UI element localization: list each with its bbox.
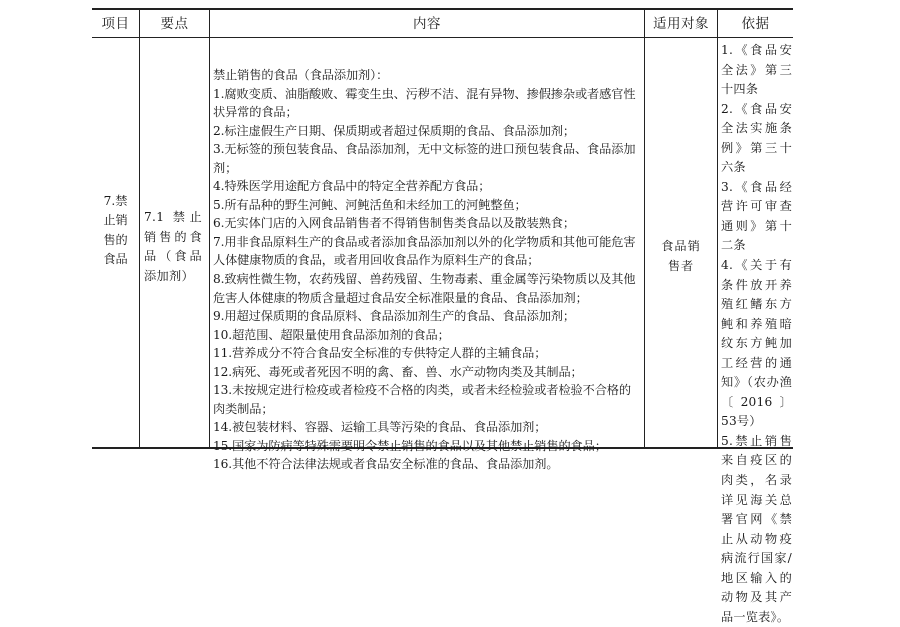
item-cell (92, 38, 139, 449)
item-text: 7.禁止销售的食品 (103, 193, 128, 266)
header-target: 适用对象 (653, 16, 709, 32)
content-item: 13.未按规定进行检疫或者检疫不合格的肉类，或者未经检验或者检验不合格的肉类制品； (213, 383, 631, 416)
content-cell (213, 66, 644, 474)
basis-item: 5.禁止销售来自疫区的肉类，名录详见海关总署官网《禁止从动物疫病流行国家/地区输入的动物及其产品一览表》。 (721, 433, 792, 624)
content-item: 1.腐败变质、油脂酸败、霉变生虫、污秽不洁、混有异物、掺假掺杂或者感官性状异常的食品； (213, 86, 636, 120)
content-item: 4.特殊医学用途配方食品中的特定全营养配方食品； (213, 179, 491, 194)
basis-cell (719, 41, 793, 627)
basis-item: 3.《食品经营许可审查通则》第十二条 (721, 179, 792, 253)
content-intro: 禁止销售的食品（食品添加剂）： (213, 68, 389, 82)
regulation-table (92, 8, 793, 624)
content-item: 6.无实体门店的入网食品销售者不得销售制售类食品以及散装熟食； (213, 216, 575, 231)
target-cell (645, 237, 717, 276)
column-divider (717, 8, 718, 449)
content-item: 7.用非食品原料生产的食品或者添加食品添加剂以外的化学物质和其他可能危害人体健康物质的食品，或者用回收食品作为原料生产的食品； (213, 234, 636, 268)
content-item: 11.营养成分不符合食品安全标准的专供特定人群的主辅食品； (213, 346, 547, 361)
header-content: 内容 (413, 16, 441, 32)
header-key-point: 要点 (160, 16, 189, 32)
column-divider (644, 8, 645, 449)
target-text: 食品销售者 (661, 239, 701, 273)
header-basis: 依据 (741, 16, 770, 32)
basis-item: 2.《食品安全法实施条例》第三十六条 (721, 101, 792, 175)
content-item: 14.被包装材料、容器、运输工具等污染的食品、食品添加剂； (213, 420, 547, 435)
key-point-cell: 7.1 禁止销售的食品（食品添加剂） (144, 210, 202, 283)
content-item: 10.超范围、超限量使用食品添加剂的食品； (213, 327, 450, 342)
content-item: 2.标注虚假生产日期、保质期或者超过保质期的食品、食品添加剂； (213, 123, 575, 138)
content-item: 5.所有品种的野生河鲀、河鲀活鱼和未经加工的河鲀整鱼； (213, 197, 527, 212)
basis-item: 4.《关于有条件放开养殖红鳍东方鲀和养殖暗纹东方鲀加工经营的通知》（农办渔〔2016〕53号） (721, 258, 792, 429)
content-item: 15.国家为防病等特殊需要明令禁止销售的食品以及其他禁止销售的食品； (213, 438, 607, 453)
header-divider (92, 37, 793, 38)
content-item: 3.无标签的预包装食品、食品添加剂，无中文标签的进口预包装食品、食品添加剂； (213, 142, 636, 175)
content-item: 9.用超过保质期的食品原料、食品添加剂生产的食品、食品添加剂； (213, 309, 575, 324)
column-divider (209, 8, 210, 449)
header-item: 项目 (101, 16, 130, 32)
content-item: 16.其他不符合法律法规或者食品安全标准的食品、食品添加剂。 (213, 457, 559, 472)
content-item: 8.致病性微生物，农药残留、兽药残留、生物毒素、重金属等污染物质以及其他危害人体健康的物质含量超过食品安全标准限量的食品、食品添加剂； (213, 272, 636, 305)
content-item: 12.病死、毒死或者死因不明的禽、畜、兽、水产动物肉类及其制品； (213, 364, 583, 379)
basis-item: 1.《食品安全法》第三十四条 (721, 43, 792, 97)
